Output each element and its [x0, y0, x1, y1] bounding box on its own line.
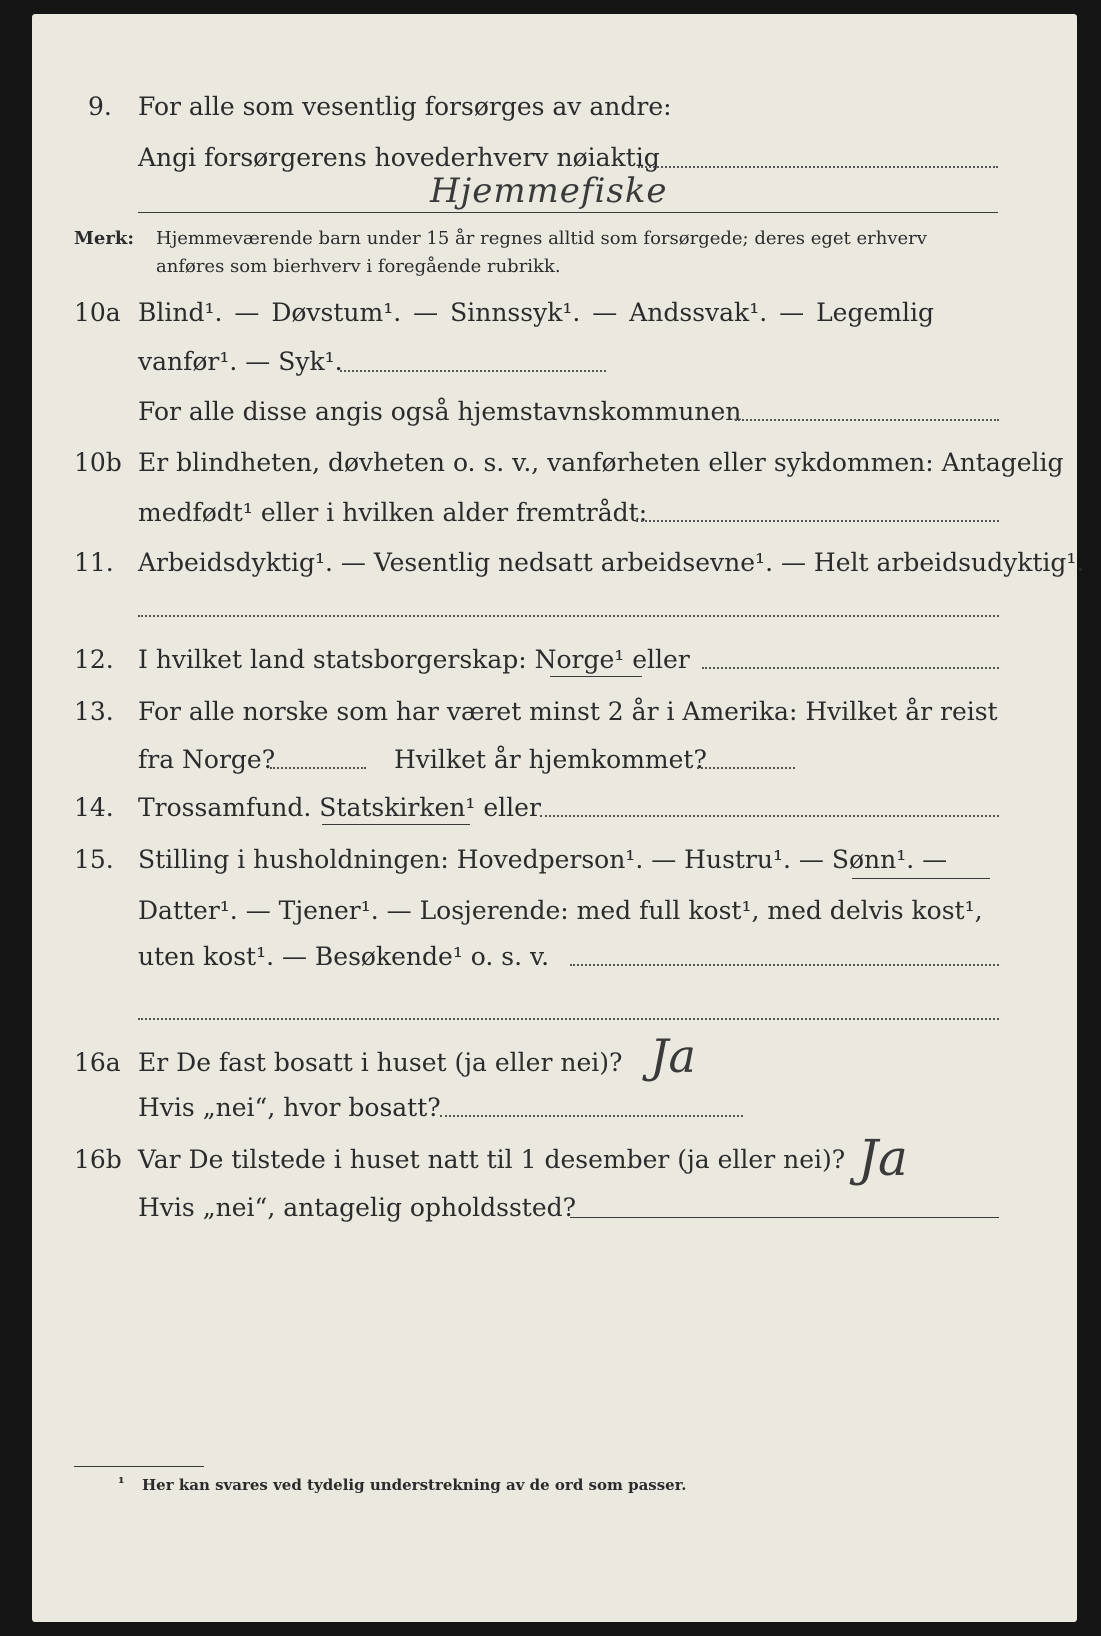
q16b-handwritten-answer: Ja: [858, 1129, 908, 1187]
q9-dotted-line: [638, 166, 998, 168]
q13-return-dotted-line: [697, 767, 795, 769]
footnote-text: Her kan svares ved tydelig understrekning av de ord som passer.: [142, 1476, 687, 1494]
q15-number: 15.: [74, 845, 114, 874]
q13-line2a: fra Norge?: [138, 745, 276, 774]
q16a-handwritten-answer: Ja: [650, 1029, 696, 1083]
merk-label: Merk:: [74, 228, 134, 249]
q9-line1: For alle som vesentlig forsørges av andre:: [138, 92, 672, 121]
q12-number: 12.: [74, 645, 114, 674]
q12-line1: I hvilket land statsborgerskap: Norge¹ eller: [138, 645, 690, 674]
q10b-line1: Er blindheten, døvheten o. s. v., vanførheten eller sykdommen: Antagelig: [138, 448, 1064, 477]
q15-dotted-line: [570, 964, 999, 966]
q12-dotted-line: [702, 667, 999, 669]
q16a-dotted-line: [440, 1115, 743, 1117]
q11-dotted-line: [138, 615, 999, 617]
footnote-mark: ¹: [118, 1474, 125, 1492]
q16a-line2: Hvis „nei“, hvor bosatt?: [138, 1093, 441, 1122]
q14-dotted-line: [540, 815, 999, 817]
q15-line3: uten kost¹. — Besøkende¹ o. s. v.: [138, 942, 550, 971]
q13-line2b: Hvilket år hjemkommet?: [394, 745, 707, 774]
q9-number: 9.: [88, 92, 112, 121]
q11-line1: Arbeidsdyktig¹. — Vesentlig nedsatt arbeidsevne¹. — Helt arbeidsudyktig¹.: [138, 548, 1085, 577]
merk-line1: Hjemmeværende barn under 15 år regnes alltid som forsørgede; deres eget erhverv: [156, 228, 927, 249]
q14-statskirken-underline: [322, 824, 470, 825]
q15-extra-dotted-line: [138, 1018, 999, 1020]
q14-line1: Trossamfund. Statskirken¹ eller: [138, 793, 541, 822]
q15-line1: Stilling i husholdningen: Hovedperson¹. — Hustru¹. — Sønn¹. —: [138, 845, 948, 874]
q10a-number: 10a: [74, 298, 121, 327]
q10b-number: 10b: [74, 448, 122, 477]
footnote-separator: [74, 1466, 204, 1467]
q13-line1: For alle norske som har været minst 2 år i Amerika: Hvilket år reist: [138, 697, 998, 726]
q16a-line1: Er De fast bosatt i huset (ja eller nei)?: [138, 1048, 623, 1077]
q9-line2: Angi forsørgerens hovederhverv nøiaktig: [138, 143, 660, 172]
q15-sonn-underline: [852, 878, 990, 879]
q11-number: 11.: [74, 548, 114, 577]
q12-norge-underline: [550, 676, 642, 677]
q10a-dotted-line: [340, 370, 606, 372]
q15-line2: Datter¹. — Tjener¹. — Losjerende: med full kost¹, med delvis kost¹,: [138, 896, 983, 925]
q10a-line1: Blind¹. — Døvstum¹. — Sinnssyk¹. — Andssvak¹. — Legemlig: [138, 298, 934, 327]
q10b-line2: medfødt¹ eller i hvilken alder fremtrådt:: [138, 498, 648, 527]
q10a-line3: For alle disse angis også hjemstavnskommunen: [138, 397, 742, 426]
q13-number: 13.: [74, 697, 114, 726]
q14-number: 14.: [74, 793, 114, 822]
q13-departure-dotted-line: [270, 767, 366, 769]
q16b-line2: Hvis „nei“, antagelig opholdssted?: [138, 1193, 577, 1222]
merk-line2: anføres som bierhverv i foregående rubrikk.: [156, 256, 561, 277]
q16b-number: 16b: [74, 1145, 122, 1174]
q16b-line1: Var De tilstede i huset natt til 1 desember (ja eller nei)?: [138, 1145, 846, 1174]
q16a-number: 16a: [74, 1048, 121, 1077]
q9-answer-line: [138, 212, 998, 213]
q10a-hometown-dotted-line: [735, 419, 999, 421]
q9-handwritten-answer: Hjemmefiske: [430, 171, 668, 211]
q10a-line2: vanfør¹. — Syk¹.: [138, 347, 343, 376]
q10b-dotted-line: [636, 520, 999, 522]
q16b-answer-line: [570, 1217, 999, 1218]
